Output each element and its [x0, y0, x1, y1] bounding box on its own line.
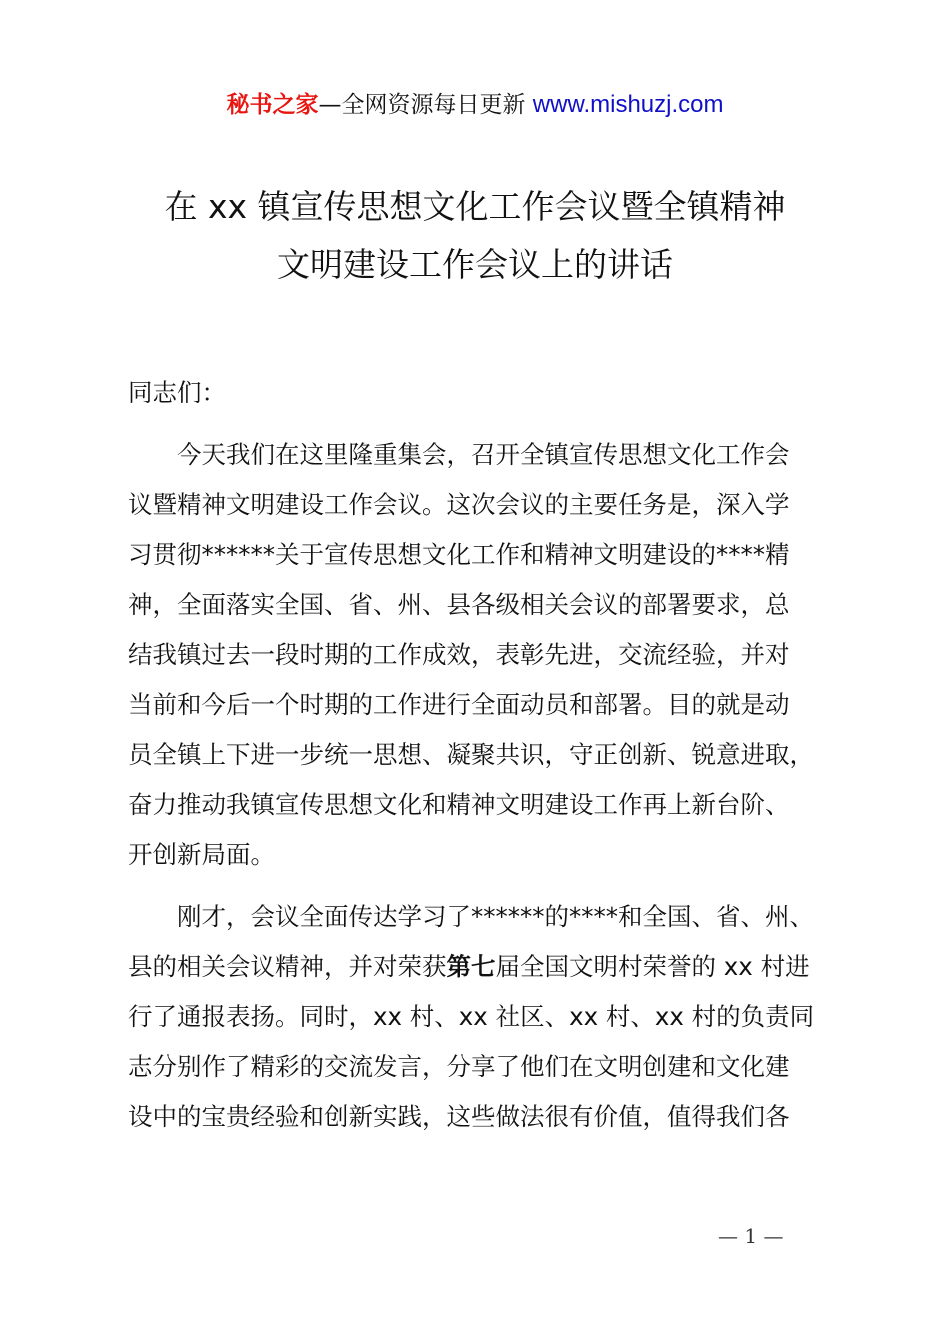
paragraph-line: 开创新局面。: [128, 840, 275, 869]
paragraph-line: 结我镇过去一段时期的工作成效，表彰先进，交流经验，并对: [128, 640, 790, 669]
paragraph-line: 行了通报表扬。同时，xx 村、xx 社区、xx 村、xx 村的负责同: [128, 1002, 815, 1031]
text-run: 县的相关会议精神，并对荣获: [128, 952, 447, 981]
bold-emphasis: 第七: [446, 952, 496, 981]
text-run: 届全国文明村荣誉的 xx 村进: [495, 952, 810, 981]
paragraph-line: 神，全面落实全国、省、州、县各级相关会议的部署要求，总: [128, 590, 790, 619]
title-line-2: 文明建设工作会议上的讲话: [277, 245, 673, 284]
paragraph-1: [128, 430, 858, 880]
paragraph-line-mixed: [128, 942, 858, 992]
title-line-1: 在 xx 镇宣传思想文化工作会议暨全镇精神: [164, 187, 786, 226]
paragraph-line: 奋力推动我镇宣传思想文化和精神文明建设工作再上新台阶、: [128, 790, 790, 819]
document-title: [0, 178, 950, 294]
site-url-link[interactable]: www.mishuzj.com: [532, 91, 724, 118]
paragraph-line: 今天我们在这里隆重集会，召开全镇宣传思想文化工作会: [128, 440, 790, 469]
paragraph-line: 志分别作了精彩的交流发言，分享了他们在文明创建和文化建: [128, 1052, 790, 1081]
paragraph-line: 议暨精神文明建设工作会议。这次会议的主要任务是，深入学: [128, 490, 790, 519]
banner-dash: —: [318, 92, 342, 118]
paragraph-2: [128, 892, 858, 1142]
paragraph-line: 员全镇上下进一步统一思想、凝聚共识，守正创新、锐意进取，: [128, 740, 814, 769]
paragraph-line: 设中的宝贵经验和创新实践，这些做法很有价值，值得我们各: [128, 1102, 790, 1131]
paragraph-line: 刚才，会议全面传达学习了******的****和全国、省、州、: [128, 902, 814, 931]
brand-name: 秘书之家: [226, 92, 319, 118]
banner-tagline: 全网资源每日更新: [341, 92, 526, 118]
site-banner: [0, 88, 950, 122]
paragraph-line: 习贯彻******关于宣传思想文化工作和精神文明建设的****精: [128, 540, 790, 569]
salutation: 同志们：: [128, 378, 226, 407]
paragraph-line: 当前和今后一个时期的工作进行全面动员和部署。目的就是动: [128, 690, 790, 719]
document-body: [128, 368, 858, 1154]
page-number: — 1 —: [718, 1224, 784, 1248]
